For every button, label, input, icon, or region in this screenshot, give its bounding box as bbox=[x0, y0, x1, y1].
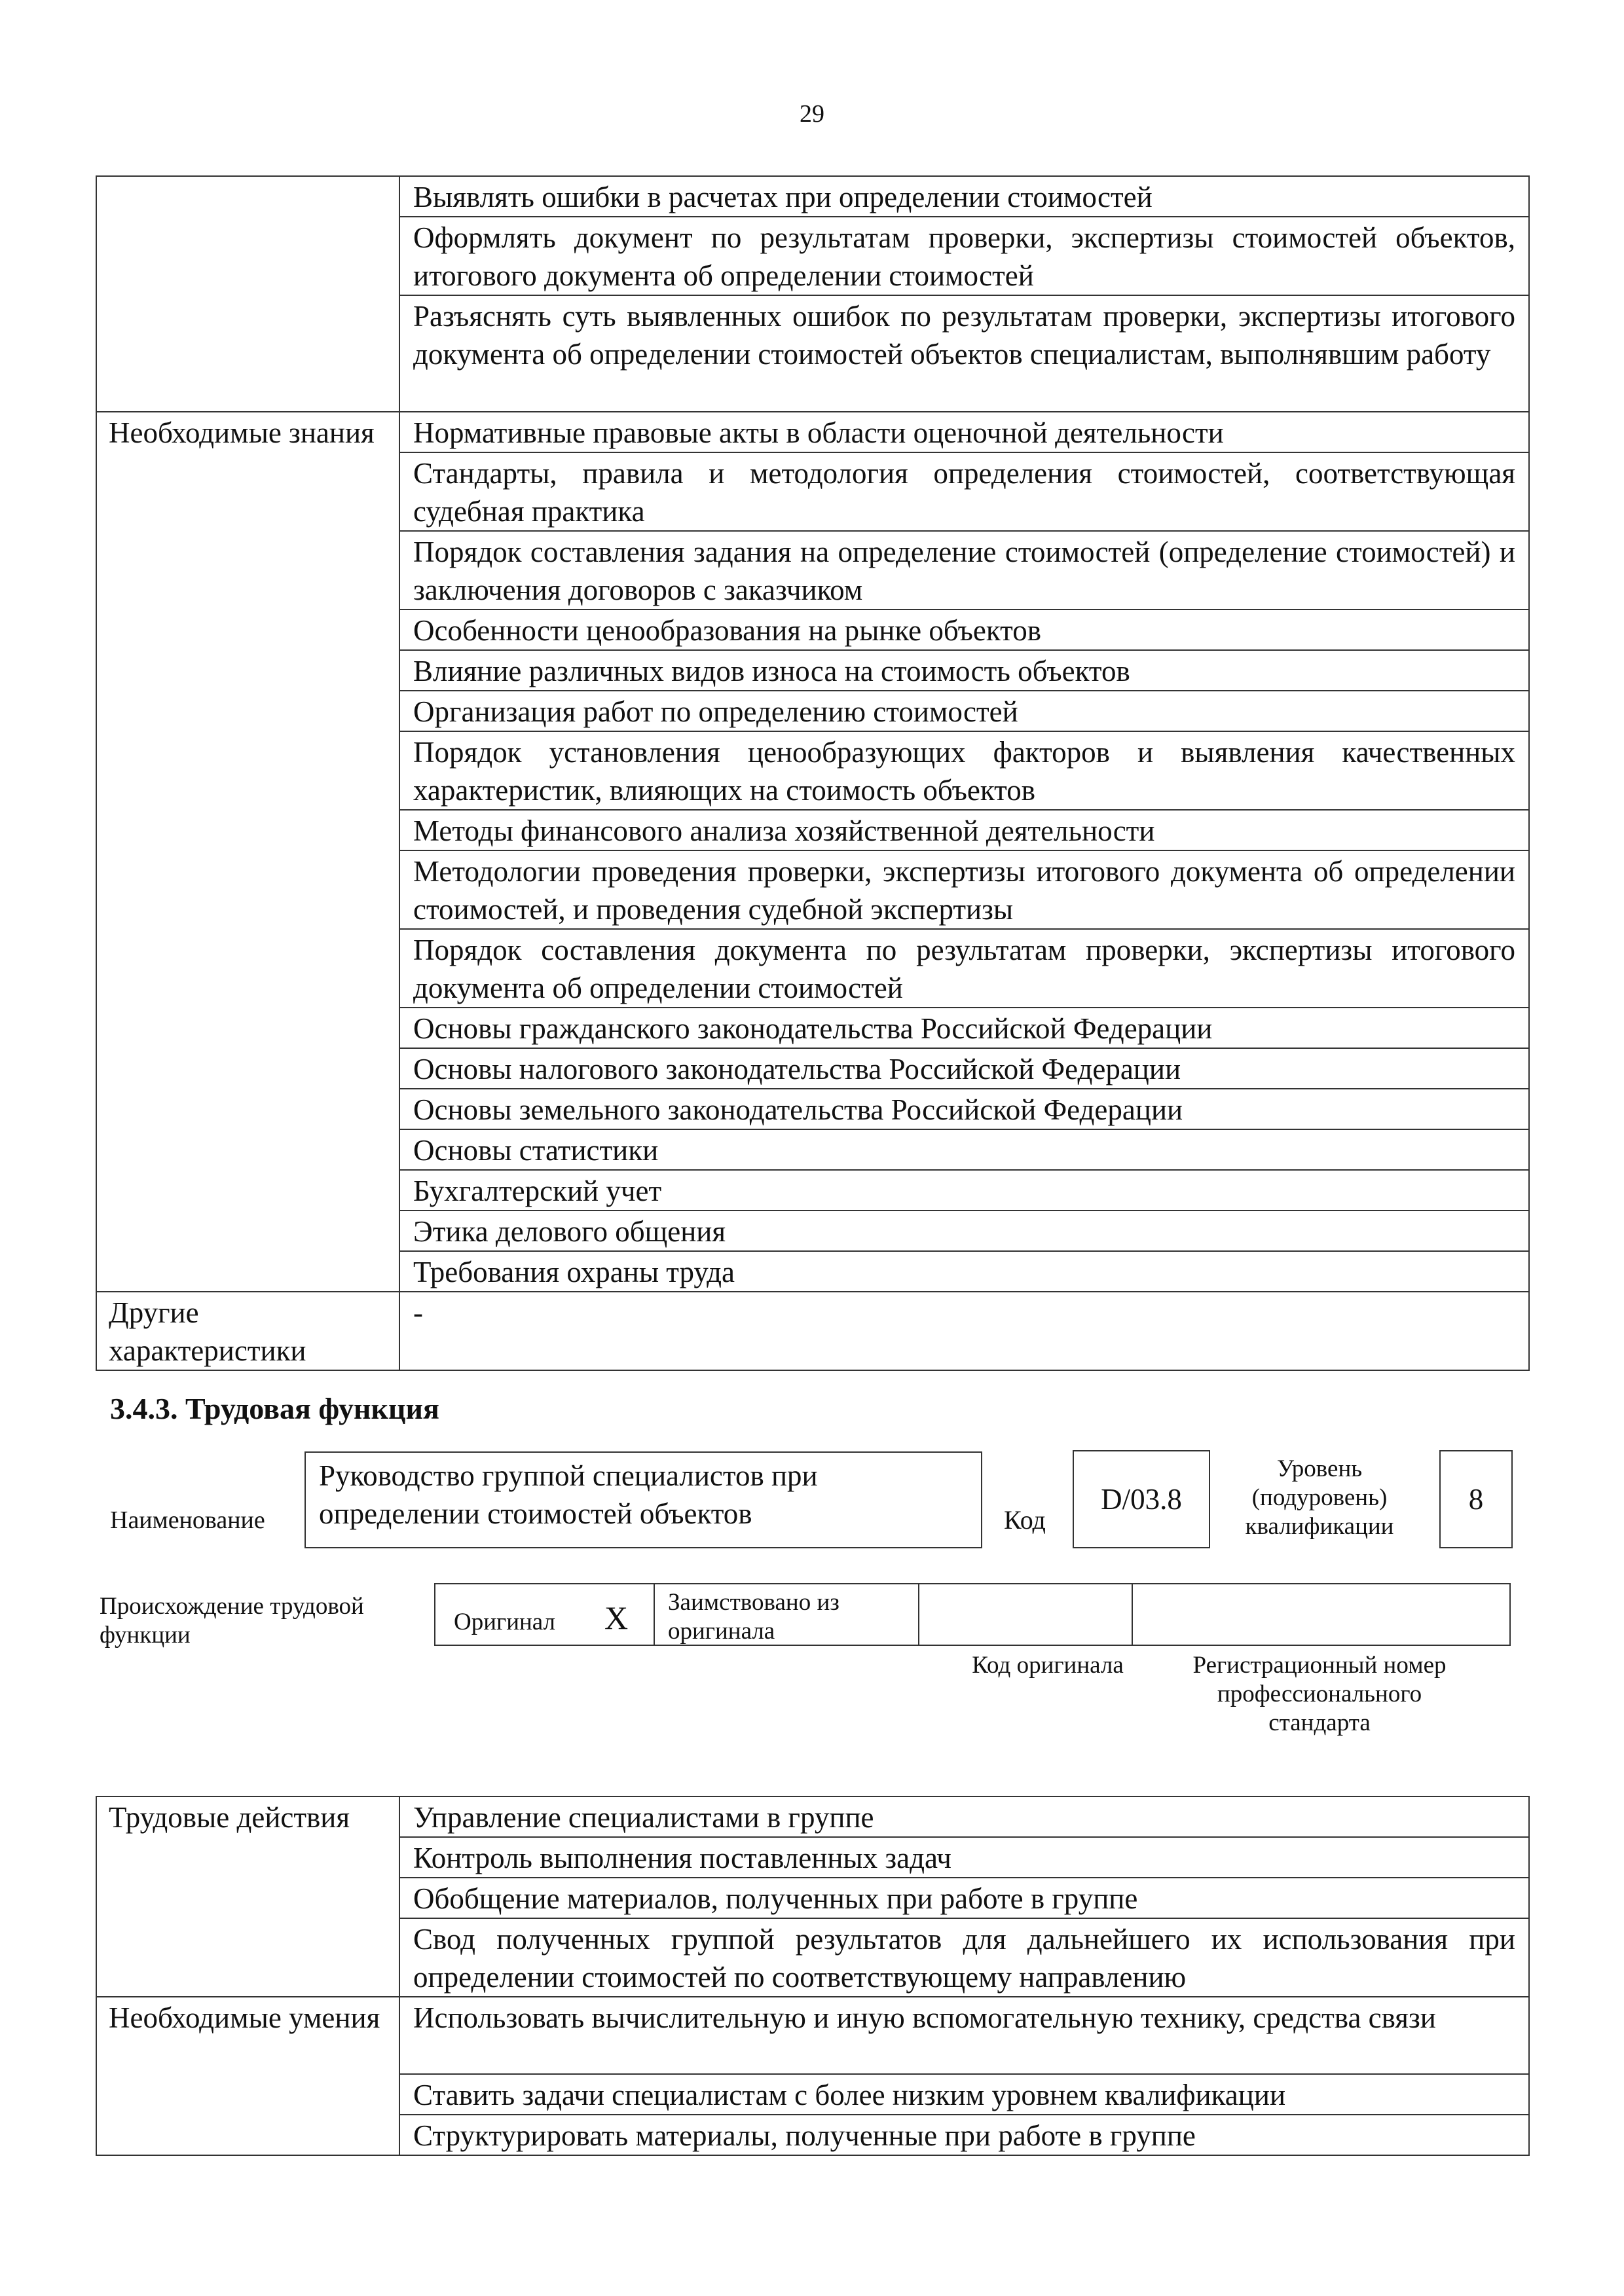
table-row bbox=[96, 1008, 1529, 1048]
divider bbox=[918, 1584, 919, 1645]
table-row bbox=[96, 1878, 1529, 1918]
row-text: Обобщение материалов, полученных при работе в группе bbox=[399, 1878, 1529, 1918]
code-original-caption: Код оригинала bbox=[972, 1652, 1124, 1679]
row-label bbox=[96, 1211, 399, 1251]
row-text: Разъяснять суть выявленных ошибок по результатам проверки, экспертизы итогового документа об определении стоимостей объектов специалистам, выполнявшим работу bbox=[399, 295, 1529, 412]
row-text: Основы статистики bbox=[399, 1129, 1529, 1170]
row-text: Порядок составления документа по результатам проверки, экспертизы итогового документа об определении стоимостей bbox=[399, 929, 1529, 1008]
row-label bbox=[96, 650, 399, 691]
table-row bbox=[96, 1170, 1529, 1211]
row-text: - bbox=[399, 1292, 1529, 1370]
row-text: Основы гражданского законодательства Российской Федерации bbox=[399, 1008, 1529, 1048]
table-row bbox=[96, 1129, 1529, 1170]
table-row bbox=[96, 2074, 1529, 2115]
table-row bbox=[96, 929, 1529, 1008]
row-label-other: Другие характеристики bbox=[96, 1292, 399, 1370]
labor-actions-table bbox=[96, 1796, 1530, 2156]
function-name-value: Руководство группой специалистов при определении стоимостей объектов bbox=[319, 1459, 818, 1530]
table-row bbox=[96, 452, 1529, 531]
row-text: Требования охраны труда bbox=[399, 1251, 1529, 1292]
table-row bbox=[96, 217, 1529, 295]
reg-number-caption: Регистрационный номер профессионального стандарта bbox=[1192, 1652, 1447, 1736]
row-text: Использовать вычислительную и иную вспомогательную технику, средства связи bbox=[399, 1997, 1529, 2074]
level-value: 8 bbox=[1468, 1483, 1484, 1516]
row-label bbox=[96, 810, 399, 850]
row-text: Влияние различных видов износа на стоимость объектов bbox=[399, 650, 1529, 691]
function-name-box bbox=[304, 1451, 982, 1548]
table-row bbox=[96, 850, 1529, 929]
row-text: Управление специалистами в группе bbox=[399, 1796, 1529, 1837]
table-row bbox=[96, 650, 1529, 691]
row-label bbox=[96, 452, 399, 531]
table-row bbox=[96, 1089, 1529, 1129]
code-box bbox=[1073, 1450, 1210, 1548]
code-value: D/03.8 bbox=[1101, 1483, 1182, 1516]
row-label bbox=[96, 2115, 399, 2155]
original-mark: X bbox=[604, 1599, 629, 1636]
divider bbox=[654, 1584, 655, 1645]
row-label bbox=[96, 850, 399, 929]
row-text: Организация работ по определению стоимостей bbox=[399, 691, 1529, 731]
origin-label: Происхождение трудовой функции bbox=[100, 1593, 364, 1649]
row-label bbox=[96, 929, 399, 1008]
row-text: Порядок составления задания на определение стоимостей (определение стоимостей) и заключения договоров с заказчиком bbox=[399, 531, 1529, 610]
table-row bbox=[96, 810, 1529, 850]
row-text: Нормативные правовые акты в области оценочной деятельности bbox=[399, 412, 1529, 452]
code-label: Код bbox=[1004, 1505, 1046, 1535]
table-row bbox=[96, 1292, 1529, 1370]
table-row bbox=[96, 412, 1529, 452]
row-text: Выявлять ошибки в расчетах при определении стоимостей bbox=[399, 176, 1529, 217]
row-text: Основы земельного законодательства Российской Федерации bbox=[399, 1089, 1529, 1129]
row-label bbox=[96, 731, 399, 810]
table-row bbox=[96, 295, 1529, 412]
name-label: Наименование bbox=[110, 1506, 265, 1534]
row-text: Методы финансового анализа хозяйственной деятельности bbox=[399, 810, 1529, 850]
table-row bbox=[96, 1251, 1529, 1292]
table-row bbox=[96, 1918, 1529, 1997]
row-text: Этика делового общения bbox=[399, 1211, 1529, 1251]
original-label: Оригинал bbox=[454, 1609, 556, 1635]
page-number: 29 bbox=[800, 100, 824, 128]
row-label bbox=[96, 1918, 399, 1997]
row-label bbox=[96, 176, 399, 217]
row-label bbox=[96, 1878, 399, 1918]
row-label bbox=[96, 531, 399, 610]
skills-knowledge-table bbox=[96, 175, 1530, 1371]
row-text: Порядок установления ценообразующих факторов и выявления качественных характеристик, влияющих на стоимость объектов bbox=[399, 731, 1529, 810]
level-label: Уровень (подуровень) квалификации bbox=[1245, 1455, 1394, 1540]
row-label bbox=[96, 1089, 399, 1129]
row-label bbox=[96, 610, 399, 650]
row-text: Ставить задачи специалистам с более низким уровнем квалификации bbox=[399, 2074, 1529, 2115]
row-text: Структурировать материалы, полученные при работе в группе bbox=[399, 2115, 1529, 2155]
table-row bbox=[96, 1211, 1529, 1251]
row-label bbox=[96, 1008, 399, 1048]
row-label bbox=[96, 691, 399, 731]
row-text: Контроль выполнения поставленных задач bbox=[399, 1837, 1529, 1878]
row-text: Бухгалтерский учет bbox=[399, 1170, 1529, 1211]
table-row bbox=[96, 1796, 1529, 1837]
table-row bbox=[96, 1837, 1529, 1878]
row-label-skills: Необходимые умения bbox=[96, 1997, 399, 2074]
row-label bbox=[96, 1170, 399, 1211]
section-title: 3.4.3. Трудовая функция bbox=[110, 1392, 439, 1425]
row-label-knowledge: Необходимые знания bbox=[96, 412, 399, 452]
row-label bbox=[96, 217, 399, 295]
row-label bbox=[96, 295, 399, 412]
table-row bbox=[96, 2115, 1529, 2155]
row-label bbox=[96, 1048, 399, 1089]
row-text: Основы налогового законодательства Российской Федерации bbox=[399, 1048, 1529, 1089]
table-row bbox=[96, 1048, 1529, 1089]
row-label bbox=[96, 1129, 399, 1170]
row-label bbox=[96, 2074, 399, 2115]
origin-box bbox=[434, 1583, 1511, 1646]
level-box bbox=[1439, 1450, 1513, 1548]
table-row bbox=[96, 531, 1529, 610]
row-label-actions: Трудовые действия bbox=[96, 1796, 399, 1837]
row-text: Методологии проведения проверки, экспертизы итогового документа об определении стоимостей, и проведения судебной экспертизы bbox=[399, 850, 1529, 929]
row-text: Свод полученных группой результатов для дальнейшего их использования при определении стоимостей по соответствующему направлению bbox=[399, 1918, 1529, 1997]
row-text: Оформлять документ по результатам проверки, экспертизы стоимостей объектов, итогового документа об определении стоимостей bbox=[399, 217, 1529, 295]
row-text: Стандарты, правила и методология определения стоимостей, соответствующая судебная практика bbox=[399, 452, 1529, 531]
table-row bbox=[96, 1997, 1529, 2074]
row-text: Особенности ценообразования на рынке объектов bbox=[399, 610, 1529, 650]
row-label bbox=[96, 1251, 399, 1292]
table-row bbox=[96, 731, 1529, 810]
table-row bbox=[96, 176, 1529, 217]
table-row bbox=[96, 610, 1529, 650]
row-label bbox=[96, 1837, 399, 1878]
table-row bbox=[96, 691, 1529, 731]
divider bbox=[1132, 1584, 1133, 1645]
borrowed-label: Заимствовано из оригинала bbox=[668, 1589, 840, 1645]
